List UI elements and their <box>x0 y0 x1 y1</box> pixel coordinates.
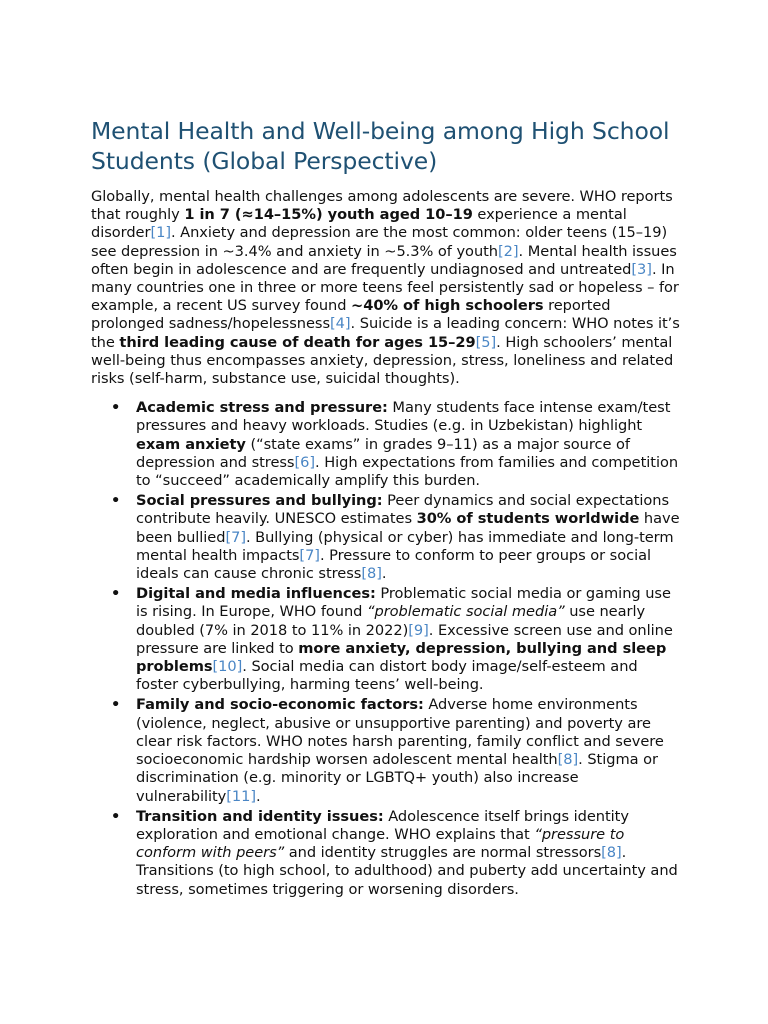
list-item-text: . Social media can distort body image/self-esteem and foster cyberbullying, harming teens’ well-being. <box>136 658 638 694</box>
list-item-heading: Transition and identity issues: <box>136 807 384 825</box>
citation-link[interactable]: [9] <box>408 621 429 639</box>
citation-link[interactable]: [8] <box>557 751 579 769</box>
intro-text: . High schoolers’ mental well-being thus encompasses anxiety, depression, stress, loneliness and related risks (self-harm, substance use, suicidal thoughts). <box>91 333 674 388</box>
document-page <box>91 116 681 901</box>
list-item-heading: Academic stress and pressure: <box>136 399 388 417</box>
intro-text: experience a mental disorder <box>91 206 627 242</box>
list-item-family-factors <box>111 696 681 805</box>
citation-link[interactable]: [11] <box>226 787 257 805</box>
intro-text: . In many countries one in three or more teens feel persistently sad or hopeless – for example, a recent US survey found <box>91 260 679 315</box>
intro-paragraph <box>91 188 681 388</box>
list-item-italic: “pressure to conform with peers” <box>136 825 625 862</box>
intro-text: . Anxiety and depression are the most common: older teens (15–19) see depression in ~3.4% and anxiety in ~5.3% of youth <box>91 224 668 260</box>
intro-text: Globally, mental health challenges among adolescents are severe. WHO reports that roughly <box>91 188 673 224</box>
citation-link[interactable]: [8] <box>361 565 382 583</box>
list-item-text: use nearly doubled (7% in 2018 to 11% in 2022) <box>136 603 646 639</box>
intro-bold-stat: ~40% of high schoolers <box>351 297 544 315</box>
intro-text: reported prolonged sadness/hopelessness <box>91 297 611 333</box>
citation-link[interactable]: [10] <box>212 658 243 676</box>
intro-text: . Mental health issues often begin in adolescence and are frequently undiagnosed and untreated <box>91 242 677 278</box>
citation-link[interactable]: [2] <box>498 242 519 260</box>
list-item-bold: exam anxiety <box>136 435 246 453</box>
bullet-icon: • <box>111 399 121 417</box>
list-item-text: . High expectations from families and competition to “succeed” academically amplify this burden. <box>136 453 679 490</box>
list-item-text: . Bullying (physical or cyber) has immediate and long-term mental health impacts <box>136 528 674 564</box>
list-item-text: Adverse home environments (violence, neglect, abusive or unsupportive parenting) and poverty are clear risk factors. WHO notes harsh parenting, family conflict and severe socioeconomic hardship worsen adolescent mental health <box>136 696 664 769</box>
list-item-text: Problematic social media or gaming use is rising. In Europe, WHO found <box>136 585 671 621</box>
list-item-digital-media <box>111 585 681 694</box>
list-item-text: Adolescence itself brings identity exploration and emotional change. WHO explains that <box>136 807 629 843</box>
list-item-text: have been bullied <box>136 510 680 546</box>
bullet-icon: • <box>111 585 121 603</box>
list-item-text: Many students face intense exam/test pressures and heavy workloads. Studies (e.g. in Uzbekistan) highlight <box>136 399 671 435</box>
document-title: Mental Health and Well-being among High School Students (Global Perspective) <box>91 117 670 175</box>
list-item-text: . <box>256 787 261 805</box>
citation-link[interactable]: [4] <box>330 315 351 333</box>
intro-text: . Suicide is a leading concern: WHO notes it’s the <box>91 315 680 351</box>
citation-link[interactable]: [1] <box>150 224 171 242</box>
list-item-social-pressures <box>111 492 681 583</box>
bullet-icon: • <box>111 807 121 825</box>
list-item-heading: Family and socio-economic factors: <box>136 696 424 714</box>
list-item-text: . Pressure to conform to peer groups or social ideals can cause chronic stress <box>136 546 651 583</box>
list-item-text: . <box>381 565 387 583</box>
list-item-transition-identity <box>111 807 681 899</box>
list-item-text: (“state exams” in grades 9–11) as a major source of depression and stress <box>136 435 630 471</box>
citation-link[interactable]: [7] <box>225 528 246 546</box>
list-item-heading: Social pressures and bullying: <box>136 492 383 510</box>
list-item-bold: 30% of students worldwide <box>416 510 640 528</box>
citation-link[interactable]: [5] <box>475 333 497 351</box>
intro-bold-stat: 1 in 7 (≈14–15%) youth aged 10–19 <box>184 206 473 224</box>
citation-link[interactable]: [8] <box>601 844 622 862</box>
list-item-bold: more anxiety, depression, bullying and sleep problems <box>136 639 667 676</box>
list-item-heading: Digital and media influences: <box>136 585 376 603</box>
bullet-icon: • <box>111 696 121 714</box>
list-item-text: . Transitions (to high school, to adulthood) and puberty add uncertainty and stress, sometimes triggering or worsening disorders. <box>136 844 678 898</box>
intro-bold-stat: third leading cause of death for ages 15–29 <box>119 333 476 351</box>
list-item-text: Peer dynamics and social expectations contribute heavily. UNESCO estimates <box>136 492 670 528</box>
list-item-text: . Excessive screen use and online pressure are linked to <box>136 621 673 657</box>
list-item-academic-stress <box>111 399 681 490</box>
citation-link[interactable]: [3] <box>631 260 652 278</box>
list-item-text: and identity struggles are normal stressors <box>284 844 602 862</box>
bullet-icon: • <box>111 492 121 510</box>
factor-list <box>91 399 681 898</box>
citation-link[interactable]: [7] <box>299 546 320 564</box>
list-item-italic: “problematic social media” <box>367 603 565 621</box>
list-item-text: . Stigma or discrimination (e.g. minority or LGBTQ+ youth) also increase vulnerability <box>136 751 658 805</box>
citation-link[interactable]: [6] <box>294 453 316 471</box>
